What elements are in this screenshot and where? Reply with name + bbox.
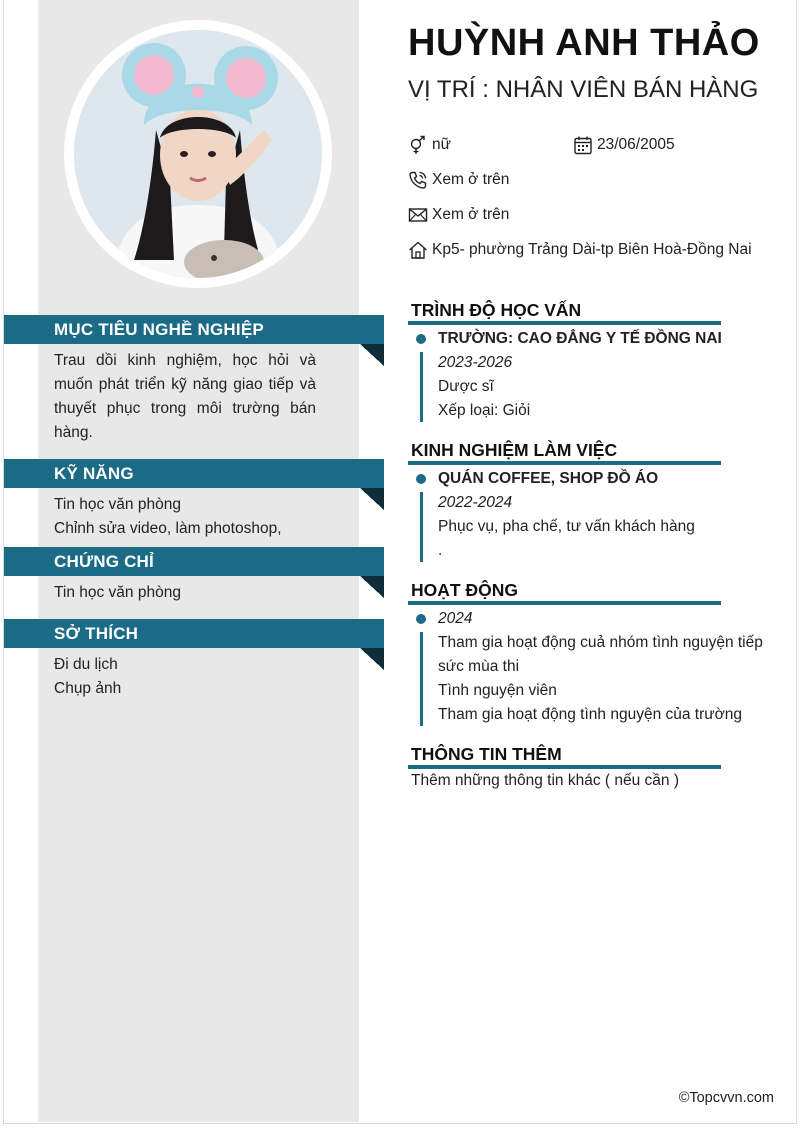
birthday-row <box>573 135 675 155</box>
education-timeline <box>420 352 423 422</box>
objective-header: MỤC TIÊU NGHỀ NGHIỆP <box>4 315 384 344</box>
email-row <box>408 205 509 225</box>
skills-list <box>54 493 354 541</box>
home-icon <box>408 240 428 260</box>
activities-line-4: Tham gia hoạt động tình nguyện của trường <box>438 706 743 723</box>
activities-header: HOẠT ĐỘNG <box>408 577 721 605</box>
experience-duty: Phục vụ, pha chế, tư vấn khách hàng <box>438 518 695 535</box>
objective-text: Trau dồi kinh nghiệm, học hỏi và muốn phát triển kỹ năng giao tiếp và thuyết phục trong môi trường bán hàng. <box>54 352 316 441</box>
activities-line-1: Tham gia hoạt động cuả nhóm tình nguyện tiếp <box>438 634 763 651</box>
skills-fold <box>360 488 384 510</box>
phone-value: Xem ở trên <box>432 171 510 188</box>
gender-row <box>408 135 451 155</box>
email-value: Xem ở trên <box>432 206 510 223</box>
activities-line-3: Tình nguyện viên <box>438 682 557 699</box>
phone-icon <box>408 170 428 190</box>
activities-bullet <box>416 614 426 624</box>
certificate-item: Tin học văn phòng <box>54 584 181 601</box>
calendar-icon <box>573 135 593 155</box>
experience-header: KINH NGHIỆM LÀM VIỆC <box>408 437 721 465</box>
avatar-photo <box>74 30 322 278</box>
hobbies-list <box>54 653 316 701</box>
activities-year: 2024 <box>438 610 473 627</box>
job-position: VỊ TRÍ : NHÂN VIÊN BÁN HÀNG <box>408 76 759 103</box>
education-header: TRÌNH ĐỘ HỌC VẤN <box>408 297 721 325</box>
objective-fold <box>360 344 384 366</box>
education-bullet <box>416 334 426 344</box>
experience-company: QUÁN COFFEE, SHOP ĐỒ ÁO <box>438 470 659 487</box>
gender-value: nữ <box>432 136 451 153</box>
phone-row <box>408 170 509 190</box>
education-school: TRƯỜNG: CAO ĐẲNG Y TẾ ĐỒNG NAI <box>438 330 722 347</box>
hobby-item: Chụp ảnh <box>54 680 122 697</box>
experience-period: 2022-2024 <box>438 494 513 511</box>
hobbies-header: SỞ THÍCH <box>4 619 384 648</box>
certificates-fold <box>360 576 384 598</box>
extra-text: Thêm những thông tin khác ( nếu cần ) <box>411 772 680 789</box>
address-value: Kp5- phường Trảng Dài-tp Biên Hoà-Đồng Nai <box>432 241 752 258</box>
footer-credit[interactable]: ©Topcvvn.com <box>678 1090 774 1106</box>
skill-item: Tin học văn phòng <box>54 496 181 513</box>
activities-line-2: sức mùa thi <box>438 658 520 675</box>
certificates-list <box>54 581 316 605</box>
education-major: Dược sĩ <box>438 378 494 395</box>
education-grade: Xếp loại: Giỏi <box>438 402 531 419</box>
education-period: 2023-2026 <box>438 354 513 371</box>
skill-item: Chỉnh sửa video, làm photoshop, <box>54 520 282 537</box>
certificates-header: CHỨNG CHỈ <box>4 547 384 576</box>
skills-header: KỸ NĂNG <box>4 459 384 488</box>
hobbies-fold <box>360 648 384 670</box>
activities-timeline <box>420 632 423 726</box>
gender-icon <box>408 135 428 155</box>
envelope-icon <box>408 205 428 225</box>
address-row <box>408 240 752 260</box>
extra-header: THÔNG TIN THÊM <box>408 741 721 769</box>
experience-note: . <box>438 542 443 559</box>
hobby-item: Đi du lịch <box>54 656 118 673</box>
candidate-name: HUỲNH ANH THẢO <box>408 22 760 64</box>
avatar <box>74 30 322 278</box>
experience-timeline <box>420 492 423 562</box>
birthday-value: 23/06/2005 <box>597 136 675 153</box>
experience-bullet <box>416 474 426 484</box>
